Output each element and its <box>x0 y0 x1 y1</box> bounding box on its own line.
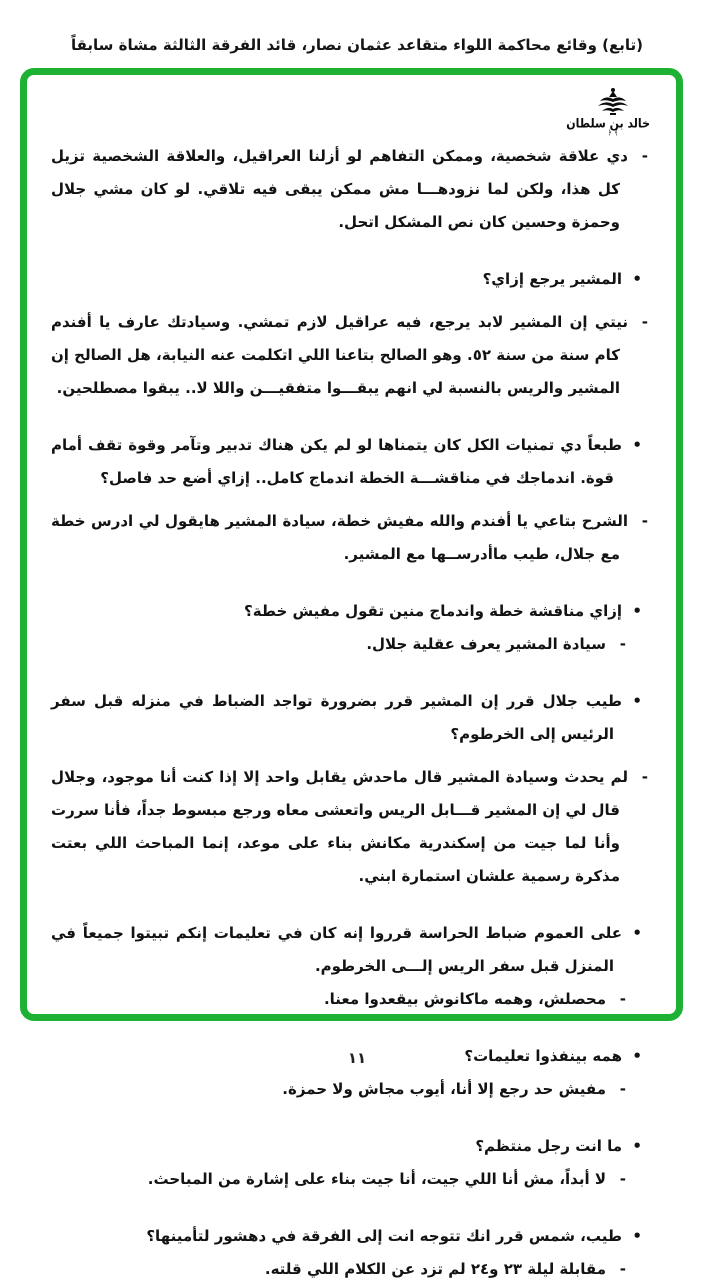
dialogue-answer <box>51 1253 626 1286</box>
dialogue-answer <box>51 1163 626 1196</box>
dialogue-text: طيب، شمس قرر انك تتوجه انت إلى الفرقة في دهشور لتأمينها؟ <box>146 1227 622 1245</box>
dialogue-answer <box>51 1073 626 1106</box>
dialogue-question <box>51 917 642 983</box>
dialogue-text: نيتي إن المشير لابد يرجع، فيه عراقيل لازم تمشي. وسيادتك عارف يا أفندم كام سنة من سنة ٥٢. وهو الصالح بتاعنا اللي اتكلمت عنه النيابة، هل الصالح إن المشير والريس بالنسبة لي انهم يبقـــوا متفقيـــن واللا لا.. يبقوا مصطلحين. <box>51 313 628 397</box>
stamp-flourish: ﴿ ﴾ <box>607 129 619 137</box>
dialogue-question <box>51 1220 642 1253</box>
dialogue-answer <box>51 306 648 405</box>
dialogue-answer <box>51 983 626 1016</box>
dash-marker: - <box>641 147 648 165</box>
bullet-marker: • <box>632 1137 642 1155</box>
dialogue-answer <box>51 140 648 239</box>
dialogue-text: لم يحدث وسيادة المشير قال ماحدش يقابل واحد إلا إذا كنت أنا موجود، وجلال قال لي إن المشير قـــابل الريس واتعشى معاه ورجع مبسوط جداً، فأنا سررت وأنا لما جيت من إسكندرية مكانش بناء على موعد، إنما المباحث اللي بعتت مذكرة رسمية علشان استمارة ابني. <box>51 768 628 885</box>
bullet-marker: • <box>632 436 642 454</box>
dialogue-text: محصلش، وهمه ماكانوش بيقعدوا معنا. <box>323 990 606 1008</box>
dash-marker: - <box>619 1080 626 1098</box>
dialogue-answer <box>51 628 626 661</box>
bullet-marker: • <box>632 692 642 710</box>
bullet-marker: • <box>632 924 642 942</box>
dialogue-answer <box>51 505 648 571</box>
bullet-marker: • <box>632 602 642 620</box>
dialogue-text: طيب جلال قرر إن المشير قرر بضرورة تواجد الضباط في منزله قبل سفر الرئيس إلى الخرطوم؟ <box>51 692 622 743</box>
dash-marker: - <box>619 990 626 1008</box>
dialogue-text: المشير يرجع إزاي؟ <box>482 270 622 288</box>
bullet-marker: • <box>632 270 642 288</box>
dialogue-text: سيادة المشير يعرف عقلية جلال. <box>366 635 606 653</box>
dialogue-text: لا أبداً، مش أنا اللي جيت، أنا جيت بناء على إشارة من المباحث. <box>147 1170 606 1188</box>
dialogue-text: ما انت رجل منتظم؟ <box>475 1137 622 1155</box>
dialogue-answer <box>51 761 648 893</box>
page-header: (تابع) وقائع محاكمة اللواء متقاعد عثمان نصار، قائد الفرقة الثالثة مشاة سابقاً <box>70 36 644 54</box>
dialogue-question <box>51 1130 642 1163</box>
dialogue-question <box>51 685 642 751</box>
dialogue-text: طبعاً دي تمنيات الكل كان يتمناها لو لم يكن هناك تدبير وتآمر وقوة تقف أمام قوة. اندماجك في مناقشـــة الخطة اندماج كامل.. إزاي أضع حد فاصل؟ <box>51 436 622 487</box>
bullet-marker: • <box>632 1227 642 1245</box>
dialogue-question <box>51 595 642 628</box>
dialogue-question <box>51 429 642 495</box>
dialogue-text: دي علاقة شخصية، وممكن التفاهم لو أزلنا العراقيل، والعلاقة الشخصية تزيل كل هذا، ولكن لما نزودهـــا مش ممكن يبقى فيه تلاقي. لو كان مشي جلال وحمزة وحسين كان نص المشكل اتحل. <box>51 147 628 231</box>
crest-icon <box>590 87 636 117</box>
dialogue-text: الشرح بتاعي يا أفندم والله مفيش خطة، سيادة المشير هايقول لي ادرس خطة مع جلال، طيب ماأدرســها مع المشير. <box>51 512 628 563</box>
dialogue-text: على العموم ضباط الحراسة قرروا إنه كان في تعليمات إنكم تبيتوا جميعاً في المنزل قبل سفر الريس إلـــى الخرطوم. <box>51 924 622 975</box>
dialogue <box>51 140 648 1286</box>
bullet-marker: • <box>632 1047 642 1065</box>
dialogue-question <box>51 263 642 296</box>
stamp-signature-text: خالد بن سلطان <box>566 116 650 131</box>
dialogue-text: إزاي مناقشة خطة واندماج منين تقول مفيش خطة؟ <box>244 602 622 620</box>
dash-marker: - <box>619 1260 626 1278</box>
dialogue-text: همه بينفذوا تعليمات؟ <box>464 1047 622 1065</box>
page-number: ١١ <box>347 1049 367 1067</box>
dialogue-text: مفيش حد رجع إلا أنا، أيوب مجاش ولا حمزة. <box>282 1080 606 1098</box>
dialogue-text: مقابلة ليلة ٢٣ و٢٤ لم تزد عن الكلام اللي قلته. <box>264 1260 606 1278</box>
dash-marker: - <box>619 1170 626 1188</box>
dash-marker: - <box>641 768 648 786</box>
dash-marker: - <box>619 635 626 653</box>
dash-marker: - <box>641 313 648 331</box>
publisher-stamp <box>566 87 650 137</box>
dash-marker: - <box>641 512 648 530</box>
